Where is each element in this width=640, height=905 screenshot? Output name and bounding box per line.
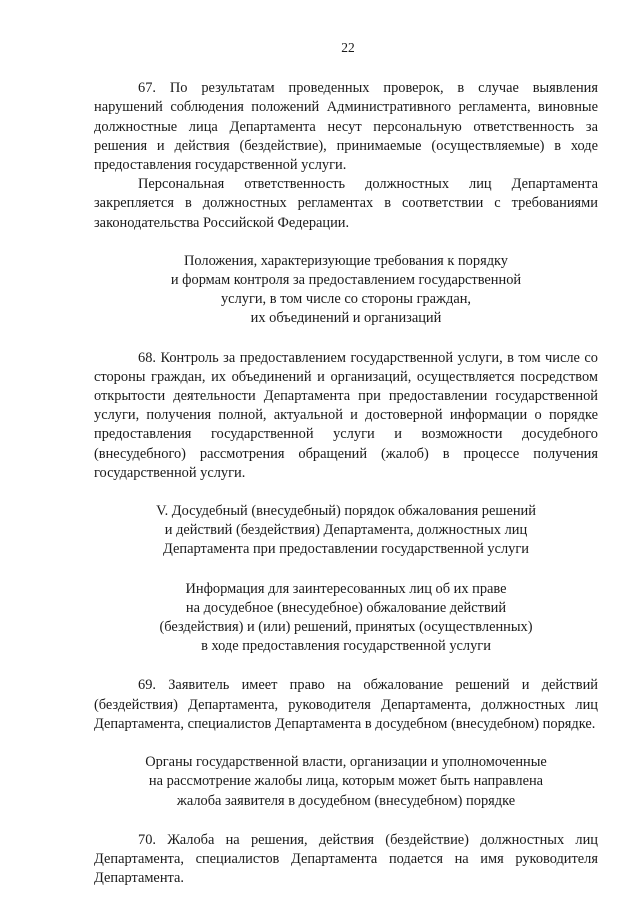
heading-line: Информация для заинтересованных лиц об их праве — [185, 580, 507, 597]
heading-line: на рассмотрение жалобы лица, которым может быть направлена — [148, 773, 544, 790]
heading-line: Положения, характеризующие требования к порядку — [184, 252, 508, 269]
heading-appeal-information — [94, 580, 598, 657]
paragraph-70: 70. Жалоба на решения, действия (бездействие) должностных лиц Департамента, специалистов Департамента подается на имя руководителя Департамента. — [94, 831, 598, 887]
heading-line: Органы государственной власти, организации и уполномоченные — [145, 754, 547, 771]
paragraph-67-responsibility: Персональная ответственность должностных лиц Департамента закрепляется в должностных регламентах в соответствии с требованиями законодательства Российской Федерации. — [94, 176, 598, 231]
heading-section-5 — [94, 502, 598, 560]
heading-line: их объединений и организаций — [250, 310, 442, 327]
heading-line: V. Досудебный (внесудебный) порядок обжалования решений — [156, 503, 536, 520]
heading-line: жалоба заявителя в досудебном (внесудебном) порядке — [176, 792, 516, 809]
heading-line: услуги, в том числе со стороны граждан, — [220, 291, 472, 308]
heading-line: на досудебное (внесудебное) обжалование действий — [185, 599, 507, 616]
paragraph-67: 67. По результатам проведенных проверок, в случае выявления нарушений соблюдения положений Административного регламента, виновные должностные лица Департамента несут персональную ответственность за решения и действия (бездействие), принимаемые (осуществляемые) в ходе предоставления государственной услуги. — [94, 80, 598, 174]
paragraph-68: 68. Контроль за предоставлением государственной услуги, в том числе со стороны граждан, их объединений и организаций, осуществляется посредством открытости деятельности Департамента при предоставлении государственной услуги, получения полной, актуальной и достоверной информации о порядке предоставления государственной услуги и возможности досудебного (внесудебного) рассмотрения обращений (жалоб) в процессе получения государственной услуги. — [94, 349, 598, 481]
heading-line: Департамента при предоставлении государственной услуги — [163, 541, 529, 558]
heading-complaint-bodies — [94, 753, 598, 811]
heading-line: и формам контроля за предоставлением государственной — [170, 272, 522, 289]
heading-line: (бездействия) и (или) решений, принятых (осуществленных) — [159, 619, 533, 636]
page-number: 22 — [341, 40, 355, 55]
heading-line: и действий (бездействия) Департамента, должностных лиц — [164, 522, 528, 539]
heading-control-provisions — [94, 252, 598, 329]
heading-line: в ходе предоставления государственной услуги — [201, 638, 491, 655]
paragraph-69: 69. Заявитель имеет право на обжалование решений и действий (бездействия) Департамента, руководителя Департамента, должностных лиц Департамента, специалистов Департамента в досудебном (внесудебном) порядке. — [94, 677, 598, 732]
